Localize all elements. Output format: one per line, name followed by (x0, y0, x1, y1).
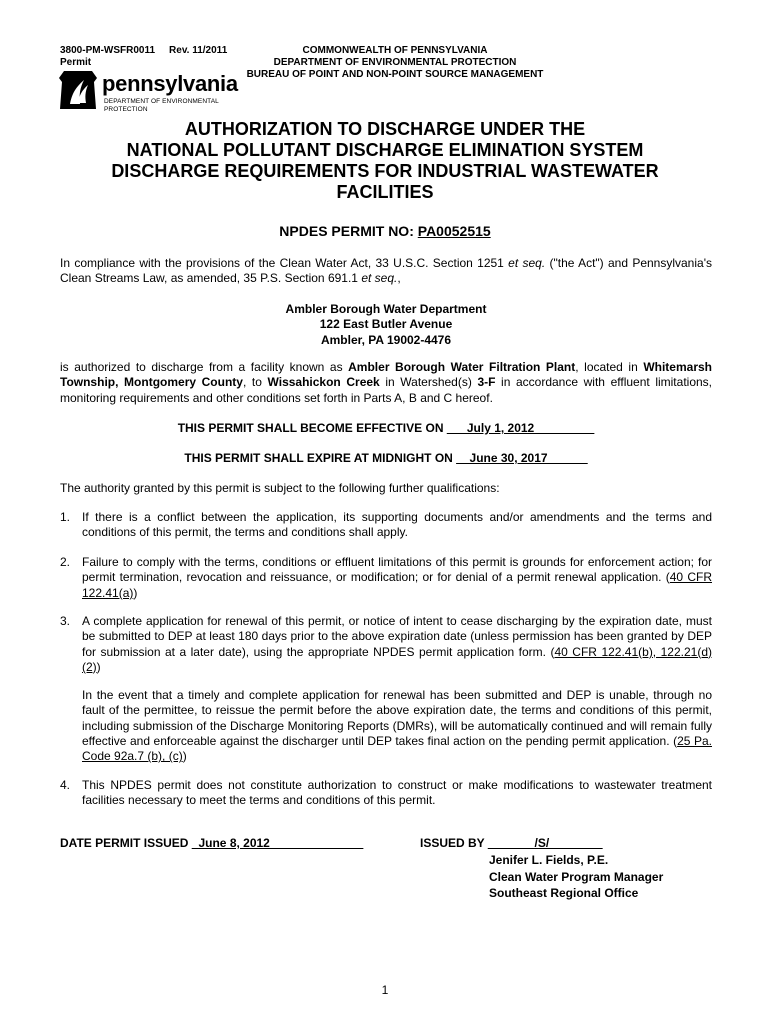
title-line: NATIONAL POLLUTANT DISCHARGE ELIMINATION SYSTEM (126, 140, 644, 160)
effective-label: THIS PERMIT SHALL BECOME EFFECTIVE ON (177, 421, 447, 435)
cfr-citation-link[interactable]: 40 CFR 122.41(a) (82, 570, 712, 600)
item-number: 4. (60, 778, 71, 792)
item-text: Failure to comply with the terms, conditions or effluent limitations of this permit is grounds for enforcement action; for permit termination, revocation and reissuance, or modification; or for denial of a permit renewal application. ( (82, 555, 712, 585)
signer-title: Clean Water Program Manager (489, 869, 664, 884)
form-type: Permit (60, 57, 92, 68)
receiving-stream: Wissahickon Creek (267, 375, 380, 390)
authorization-text: , located in (575, 360, 644, 374)
keystone-icon (58, 70, 98, 110)
effective-date: ___July 1, 2012_________ (446, 421, 595, 435)
permit-number: PA0052515 (417, 223, 491, 239)
title-line: DISCHARGE REQUIREMENTS FOR INDUSTRIAL WASTEWATER (111, 161, 659, 181)
facility-name: Ambler Borough Water Filtration Plant (348, 360, 576, 374)
watershed-id: 3-F (477, 375, 496, 390)
qualification-subparagraph (60, 688, 712, 764)
issued-by (420, 836, 603, 850)
et-seq: et seq. (361, 271, 398, 286)
item-text: A complete application for renewal of this permit, or notice of intent to cease discharging by the expiration date, must be submitted to DEP at least 180 days prior to the above expiration date (unless permission has been granted by DEP for submission at a later date), using the appropriate NPDES permit application form. ( (82, 614, 712, 659)
qualification-item (60, 778, 712, 809)
agency-line: BUREAU OF POINT AND NON-POINT SOURCE MANAGEMENT (246, 69, 544, 80)
signature: _______/S/________ (487, 836, 603, 850)
issued-date-label: DATE PERMIT ISSUED (60, 836, 192, 850)
compliance-text: , (397, 271, 401, 286)
item-text: ) (133, 585, 138, 600)
item-text: In the event that a timely and complete application for renewal has been submitted and DEP is unable, through no fault of the permittee, to reissue the permit before the above expiration date, the terms and conditions of this permit, including submission of the Discharge Monitoring Reports (DMRs), will be automatically continued and will remain fully effective and enforceable against the discharger until DEP takes final action on the pending permit application. ( (82, 688, 712, 748)
issued-date: _June 8, 2012______________ (191, 836, 364, 850)
authorization-text: in accordance with effluent limitations, monitoring requirements and other conditions set forth in Parts A, B and C hereof. (60, 375, 712, 405)
qualification-item (60, 614, 712, 675)
authorization-paragraph (60, 360, 712, 406)
logo-subtitle: DEPARTMENT OF ENVIRONMENTAL PROTECTION (104, 98, 219, 113)
item-number: 2. (60, 555, 71, 569)
signer-office: Southeast Regional Office (489, 886, 639, 900)
compliance-text: In compliance with the provisions of the Clean Water Act, 33 U.S.C. Section 1251 (60, 256, 509, 270)
logo-wordmark: pennsylvania (102, 71, 238, 96)
item-text: If there is a conflict between the application, its supporting documents and/or amendments and the terms and conditions of this permit, the terms and conditions shall apply. (82, 510, 712, 540)
page-number: 1 (381, 983, 389, 997)
permit-number-label: NPDES PERMIT NO: (279, 223, 418, 239)
expiration-date: __June 30, 2017______ (456, 451, 588, 465)
qualification-item (60, 555, 712, 601)
expire-label: THIS PERMIT SHALL EXPIRE AT MIDNIGHT ON (184, 451, 457, 465)
document-title (60, 119, 710, 203)
item-number: 1. (60, 510, 71, 524)
item-number: 3. (60, 614, 71, 628)
authorization-text: , to (242, 375, 268, 390)
issued-by-label: ISSUED BY (420, 836, 488, 850)
agency-line: COMMONWEALTH OF PENNSYLVANIA (302, 45, 488, 56)
permit-number-line (60, 223, 710, 239)
title-line: AUTHORIZATION TO DISCHARGE UNDER THE (184, 119, 586, 139)
agency-line: DEPARTMENT OF ENVIRONMENTAL PROTECTION (273, 57, 517, 68)
item-text: ) (182, 749, 187, 764)
authorization-text: in Watershed(s) (379, 375, 478, 390)
form-revision: Rev. 11/2011 (169, 45, 228, 56)
permittee-city: Ambler, PA 19002-4476 (320, 332, 452, 347)
title-line: FACILITIES (336, 182, 434, 202)
township-county: Whitemarsh Township, Montgomery County (60, 360, 712, 390)
cfr-citation-link[interactable]: 40 CFR 122.41(b), 122.21(d)(2) (82, 644, 712, 674)
permittee-street: 122 East Butler Avenue (319, 317, 453, 332)
form-identifier (60, 45, 227, 69)
compliance-text: ("the Act") and Pennsylvania's Clean Streams Law, as amended, 35 P.S. Section 691.1 (60, 256, 712, 286)
permittee-name: Ambler Borough Water Department (285, 302, 487, 316)
expiration-date-line (60, 451, 712, 465)
signer-block (489, 852, 663, 902)
compliance-paragraph (60, 256, 712, 287)
qualification-item (60, 510, 712, 541)
signer-name: Jenifer L. Fields, P.E. (489, 853, 609, 867)
et-seq: et seq. (508, 256, 546, 270)
agency-header (230, 45, 560, 81)
qualifications-intro: The authority granted by this permit is subject to the following further qualifications: (60, 481, 500, 495)
date-permit-issued (60, 836, 363, 850)
item-text: ) (96, 659, 101, 674)
effective-date-line (60, 421, 712, 435)
pa-code-citation-link[interactable]: 25 Pa. Code 92a.7 (b), (c) (82, 733, 712, 764)
authorization-text: is authorized to discharge from a facility known as (60, 360, 349, 374)
pa-dep-logo (58, 70, 258, 113)
item-text: This NPDES permit does not constitute authorization to construct or make modifications to wastewater treatment facilities necessary to meet the terms and conditions of this permit. (82, 778, 712, 808)
form-number: 3800-PM-WSFR0011 (60, 45, 156, 56)
permittee-address (60, 302, 712, 348)
